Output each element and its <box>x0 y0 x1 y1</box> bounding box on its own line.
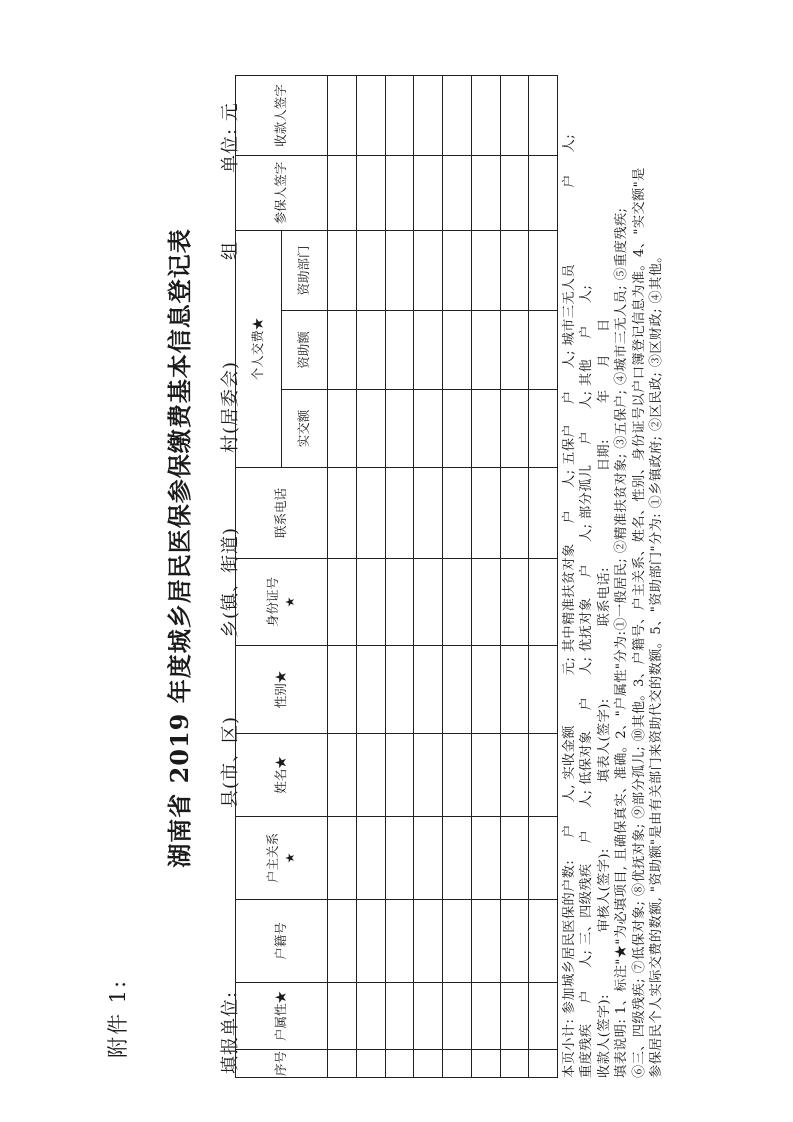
table-cell[interactable] <box>385 76 414 156</box>
table-cell[interactable] <box>529 468 558 559</box>
notes-fragment: 户 <box>579 829 595 844</box>
table-cell[interactable] <box>443 646 472 734</box>
table-cell[interactable] <box>414 76 443 156</box>
table-row <box>500 76 529 1078</box>
form-title: 湖南省 2019 年度城乡居民医保参保缴费基本信息登记表 <box>165 228 194 868</box>
notes-fragment: 人; 优抚对象 <box>579 597 595 675</box>
col-header-seq: 序号 <box>236 1050 328 1078</box>
notes-fragment: 人; 其他 <box>579 358 595 409</box>
table-cell[interactable] <box>328 817 357 900</box>
table-cell[interactable] <box>414 817 443 900</box>
table-cell[interactable] <box>471 156 500 231</box>
table-cell[interactable] <box>500 734 529 817</box>
notes-fragment: 填表人(签字): <box>596 698 612 783</box>
table-cell[interactable] <box>471 468 500 559</box>
table-cell[interactable] <box>385 231 414 311</box>
col-header-paid: 实交额 <box>282 390 328 468</box>
table-cell[interactable] <box>385 734 414 817</box>
required-star-icon: ★ <box>282 596 297 608</box>
table-cell[interactable] <box>471 559 500 646</box>
table-cell[interactable] <box>414 390 443 468</box>
notes-fragment: 年 <box>596 389 612 404</box>
table-cell[interactable] <box>356 734 385 817</box>
id-label: 身份证号 <box>264 577 280 628</box>
notes-fragment: 重度残疾 <box>579 1023 595 1078</box>
table-cell[interactable] <box>414 1050 443 1078</box>
table-cell[interactable] <box>328 468 357 559</box>
table-cell[interactable] <box>471 390 500 468</box>
reporting-unit-label: 填报单位: <box>220 990 241 1074</box>
table-row <box>356 76 385 1078</box>
table-row <box>414 76 443 1078</box>
notes-fragment: 审核人(签字): <box>596 848 612 933</box>
table-cell[interactable] <box>471 231 500 311</box>
col-header-household-attr: 户属性★ <box>236 983 328 1050</box>
notes-fragment: 人; 城市三无人员 <box>562 263 577 369</box>
table-cell[interactable] <box>443 817 472 900</box>
table-cell[interactable] <box>500 559 529 646</box>
table-cell[interactable] <box>500 646 529 734</box>
table-cell[interactable] <box>500 76 529 156</box>
required-star-icon: ★ <box>282 852 297 864</box>
table-cell[interactable] <box>529 817 558 900</box>
table-cell[interactable] <box>328 559 357 646</box>
village-label: 村(居委会) <box>220 360 241 453</box>
table-cell[interactable] <box>529 734 558 817</box>
table-cell[interactable] <box>385 311 414 390</box>
table-cell[interactable] <box>328 900 357 983</box>
table-cell[interactable] <box>328 646 357 734</box>
col-header-phone: 联系电话 <box>236 468 328 559</box>
table-cell[interactable] <box>414 559 443 646</box>
col-header-personal-payment: 个人交费★ <box>236 231 282 468</box>
notes-fragment: 户 <box>579 990 595 1004</box>
table-cell[interactable] <box>500 390 529 468</box>
notes-signature-line <box>596 78 613 1078</box>
table-cell[interactable] <box>356 468 385 559</box>
notes-fragment: 户 <box>579 563 595 578</box>
table-cell[interactable] <box>443 468 472 559</box>
notes-fragment: 户 <box>562 174 577 188</box>
registration-form-sheet <box>98 78 738 1078</box>
table-cell[interactable] <box>414 311 443 390</box>
col-header-subsidy: 资助额 <box>282 311 328 390</box>
table-cell[interactable] <box>500 156 529 231</box>
table-cell[interactable] <box>356 559 385 646</box>
table-cell[interactable] <box>471 76 500 156</box>
table-cell[interactable] <box>529 311 558 390</box>
col-header-insured-sign: 参保人签字 <box>236 156 328 231</box>
table-cell[interactable] <box>471 1050 500 1078</box>
col-header-gender: 性别★ <box>236 646 328 734</box>
table-cell[interactable] <box>443 311 472 390</box>
table-cell[interactable] <box>414 231 443 311</box>
relation-label: 户主关系 <box>264 833 280 884</box>
table-cell[interactable] <box>385 983 414 1050</box>
notes-fragment: 人; 低保对象 <box>579 730 595 808</box>
notes-fragment: 人, 实收金额 <box>562 725 577 803</box>
table-row <box>471 76 500 1078</box>
table-cell[interactable] <box>356 646 385 734</box>
table-cell[interactable] <box>328 983 357 1050</box>
notes-fragment: 本页小计: 参加城乡居民医保的户数: <box>562 859 577 1078</box>
table-row <box>443 76 472 1078</box>
table-cell[interactable] <box>385 646 414 734</box>
table-cell[interactable] <box>529 231 558 311</box>
township-label: 乡(镇、街道) <box>220 526 241 638</box>
col-header-subsidy-dept: 资助部门 <box>282 231 328 311</box>
table-cell[interactable] <box>443 983 472 1050</box>
table-cell[interactable] <box>529 900 558 983</box>
table-cell[interactable] <box>328 76 357 156</box>
table-cell[interactable] <box>414 156 443 231</box>
notes-fragment: 联系电话: <box>596 567 612 627</box>
table-cell[interactable] <box>529 983 558 1050</box>
table-cell[interactable] <box>356 817 385 900</box>
notes-category-line <box>578 78 595 1078</box>
table-cell[interactable] <box>356 156 385 231</box>
table-cell[interactable] <box>443 390 472 468</box>
table-cell[interactable] <box>414 646 443 734</box>
table-cell[interactable] <box>356 900 385 983</box>
table-cell[interactable] <box>500 817 529 900</box>
notes-fragment: 户 <box>562 509 577 524</box>
table-cell[interactable] <box>385 1050 414 1078</box>
table-cell[interactable] <box>385 900 414 983</box>
table-cell[interactable] <box>414 983 443 1050</box>
table-cell[interactable] <box>471 734 500 817</box>
notes-fragment: 元; 其中精准扶贫对象 <box>562 543 577 676</box>
table-cell[interactable] <box>529 156 558 231</box>
col-header-relation <box>236 817 328 900</box>
table-cell[interactable] <box>356 983 385 1050</box>
table-cell[interactable] <box>471 983 500 1050</box>
registration-table <box>235 75 558 1078</box>
table-cell[interactable] <box>471 817 500 900</box>
table-body <box>328 76 558 1078</box>
table-cell[interactable] <box>471 900 500 983</box>
table-cell[interactable] <box>500 983 529 1050</box>
table-cell[interactable] <box>356 1050 385 1078</box>
notes-fragment: 户 <box>579 325 595 339</box>
notes-fragment: 人; 部分孤儿 <box>579 464 595 542</box>
table-cell[interactable] <box>328 231 357 311</box>
table-cell[interactable] <box>471 311 500 390</box>
table-cell[interactable] <box>500 311 529 390</box>
attachment-label: 附件 1: <box>106 978 130 1058</box>
notes-instruction-line-1: 填表说明: 1、标注"★"为必填项目, 且确保真实、准确。2、"户属性"分为:①一般居民; ②精准扶贫对象; ③五保户; ④城市三无人员; ⑤重度残疾; <box>614 207 630 1078</box>
table-cell[interactable] <box>414 734 443 817</box>
table-cell[interactable] <box>529 559 558 646</box>
currency-unit: 单位: 元 <box>220 102 241 173</box>
table-cell[interactable] <box>529 646 558 734</box>
table-cell[interactable] <box>356 311 385 390</box>
notes-fragment: 月 <box>596 353 612 368</box>
table-cell[interactable] <box>385 468 414 559</box>
table-cell[interactable] <box>443 900 472 983</box>
table-cell[interactable] <box>385 559 414 646</box>
table-cell[interactable] <box>500 1050 529 1078</box>
notes-fragment: 人; 五保户 <box>562 424 577 488</box>
col-header-household-no: 户籍号 <box>236 900 328 983</box>
group-label: 组 <box>220 241 241 260</box>
notes-fragment: 户 <box>562 390 577 405</box>
table-cell[interactable] <box>328 734 357 817</box>
notes-fragment: 户 <box>579 431 595 445</box>
table-cell[interactable] <box>385 817 414 900</box>
table-row <box>328 76 357 1078</box>
county-label: 县(市、区) <box>220 715 241 808</box>
table-cell[interactable] <box>356 390 385 468</box>
table-cell[interactable] <box>356 231 385 311</box>
table-row <box>385 76 414 1078</box>
table-cell[interactable] <box>414 900 443 983</box>
col-header-name: 姓名★ <box>236 734 328 817</box>
notes-fragment: 人; 三、四级残疾 <box>579 863 595 969</box>
notes-fragment: 户 <box>562 824 577 838</box>
table-cell[interactable] <box>443 559 472 646</box>
table-cell[interactable] <box>356 76 385 156</box>
table-cell[interactable] <box>443 231 472 311</box>
notes-fragment: 户 <box>579 696 595 711</box>
table-cell[interactable] <box>385 156 414 231</box>
table-cell[interactable] <box>529 390 558 468</box>
table-cell[interactable] <box>500 900 529 983</box>
table-cell[interactable] <box>529 1050 558 1078</box>
notes-instruction-line-2: ⑥三、四级残疾; ⑦低保对象; ⑧优抚对象; ⑨部分孤儿; ⑩其他。3、户籍号、户主关系、姓名、性别、身份证号以户口簿登记信息为准。4、"实交额"是 <box>631 167 647 1078</box>
table-cell[interactable] <box>328 311 357 390</box>
notes-fragment: 人; <box>562 133 577 153</box>
notes-fragment: 收款人(签字): <box>596 994 612 1078</box>
notes-fragment: 人; <box>579 284 595 304</box>
table-cell[interactable] <box>328 1050 357 1078</box>
table-cell[interactable] <box>385 390 414 468</box>
table-cell[interactable] <box>414 468 443 559</box>
table-cell[interactable] <box>500 231 529 311</box>
table-cell[interactable] <box>443 1050 472 1078</box>
table-cell[interactable] <box>328 390 357 468</box>
table-row <box>529 76 558 1078</box>
notes-fragment: 日期: <box>596 439 612 472</box>
notes-instruction-line-3: 参保居民个人实际交费的数额, "资助额"是由有关部门来资助代交的数额。5、"资助部门"分为: ①乡镇政府; ②区民政; ③区财政; ④其他。 <box>648 249 664 1078</box>
notes-subtotal-line <box>561 78 578 1078</box>
table-cell[interactable] <box>443 156 472 231</box>
table-cell[interactable] <box>471 646 500 734</box>
table-cell[interactable] <box>529 76 558 156</box>
table-cell[interactable] <box>500 468 529 559</box>
table-cell[interactable] <box>443 734 472 817</box>
table-cell[interactable] <box>443 76 472 156</box>
notes-section <box>561 78 665 1078</box>
col-header-payee-sign: 收款人签字 <box>236 76 328 156</box>
table-cell[interactable] <box>328 156 357 231</box>
notes-fragment: 日 <box>596 318 612 332</box>
col-header-id <box>236 559 328 646</box>
